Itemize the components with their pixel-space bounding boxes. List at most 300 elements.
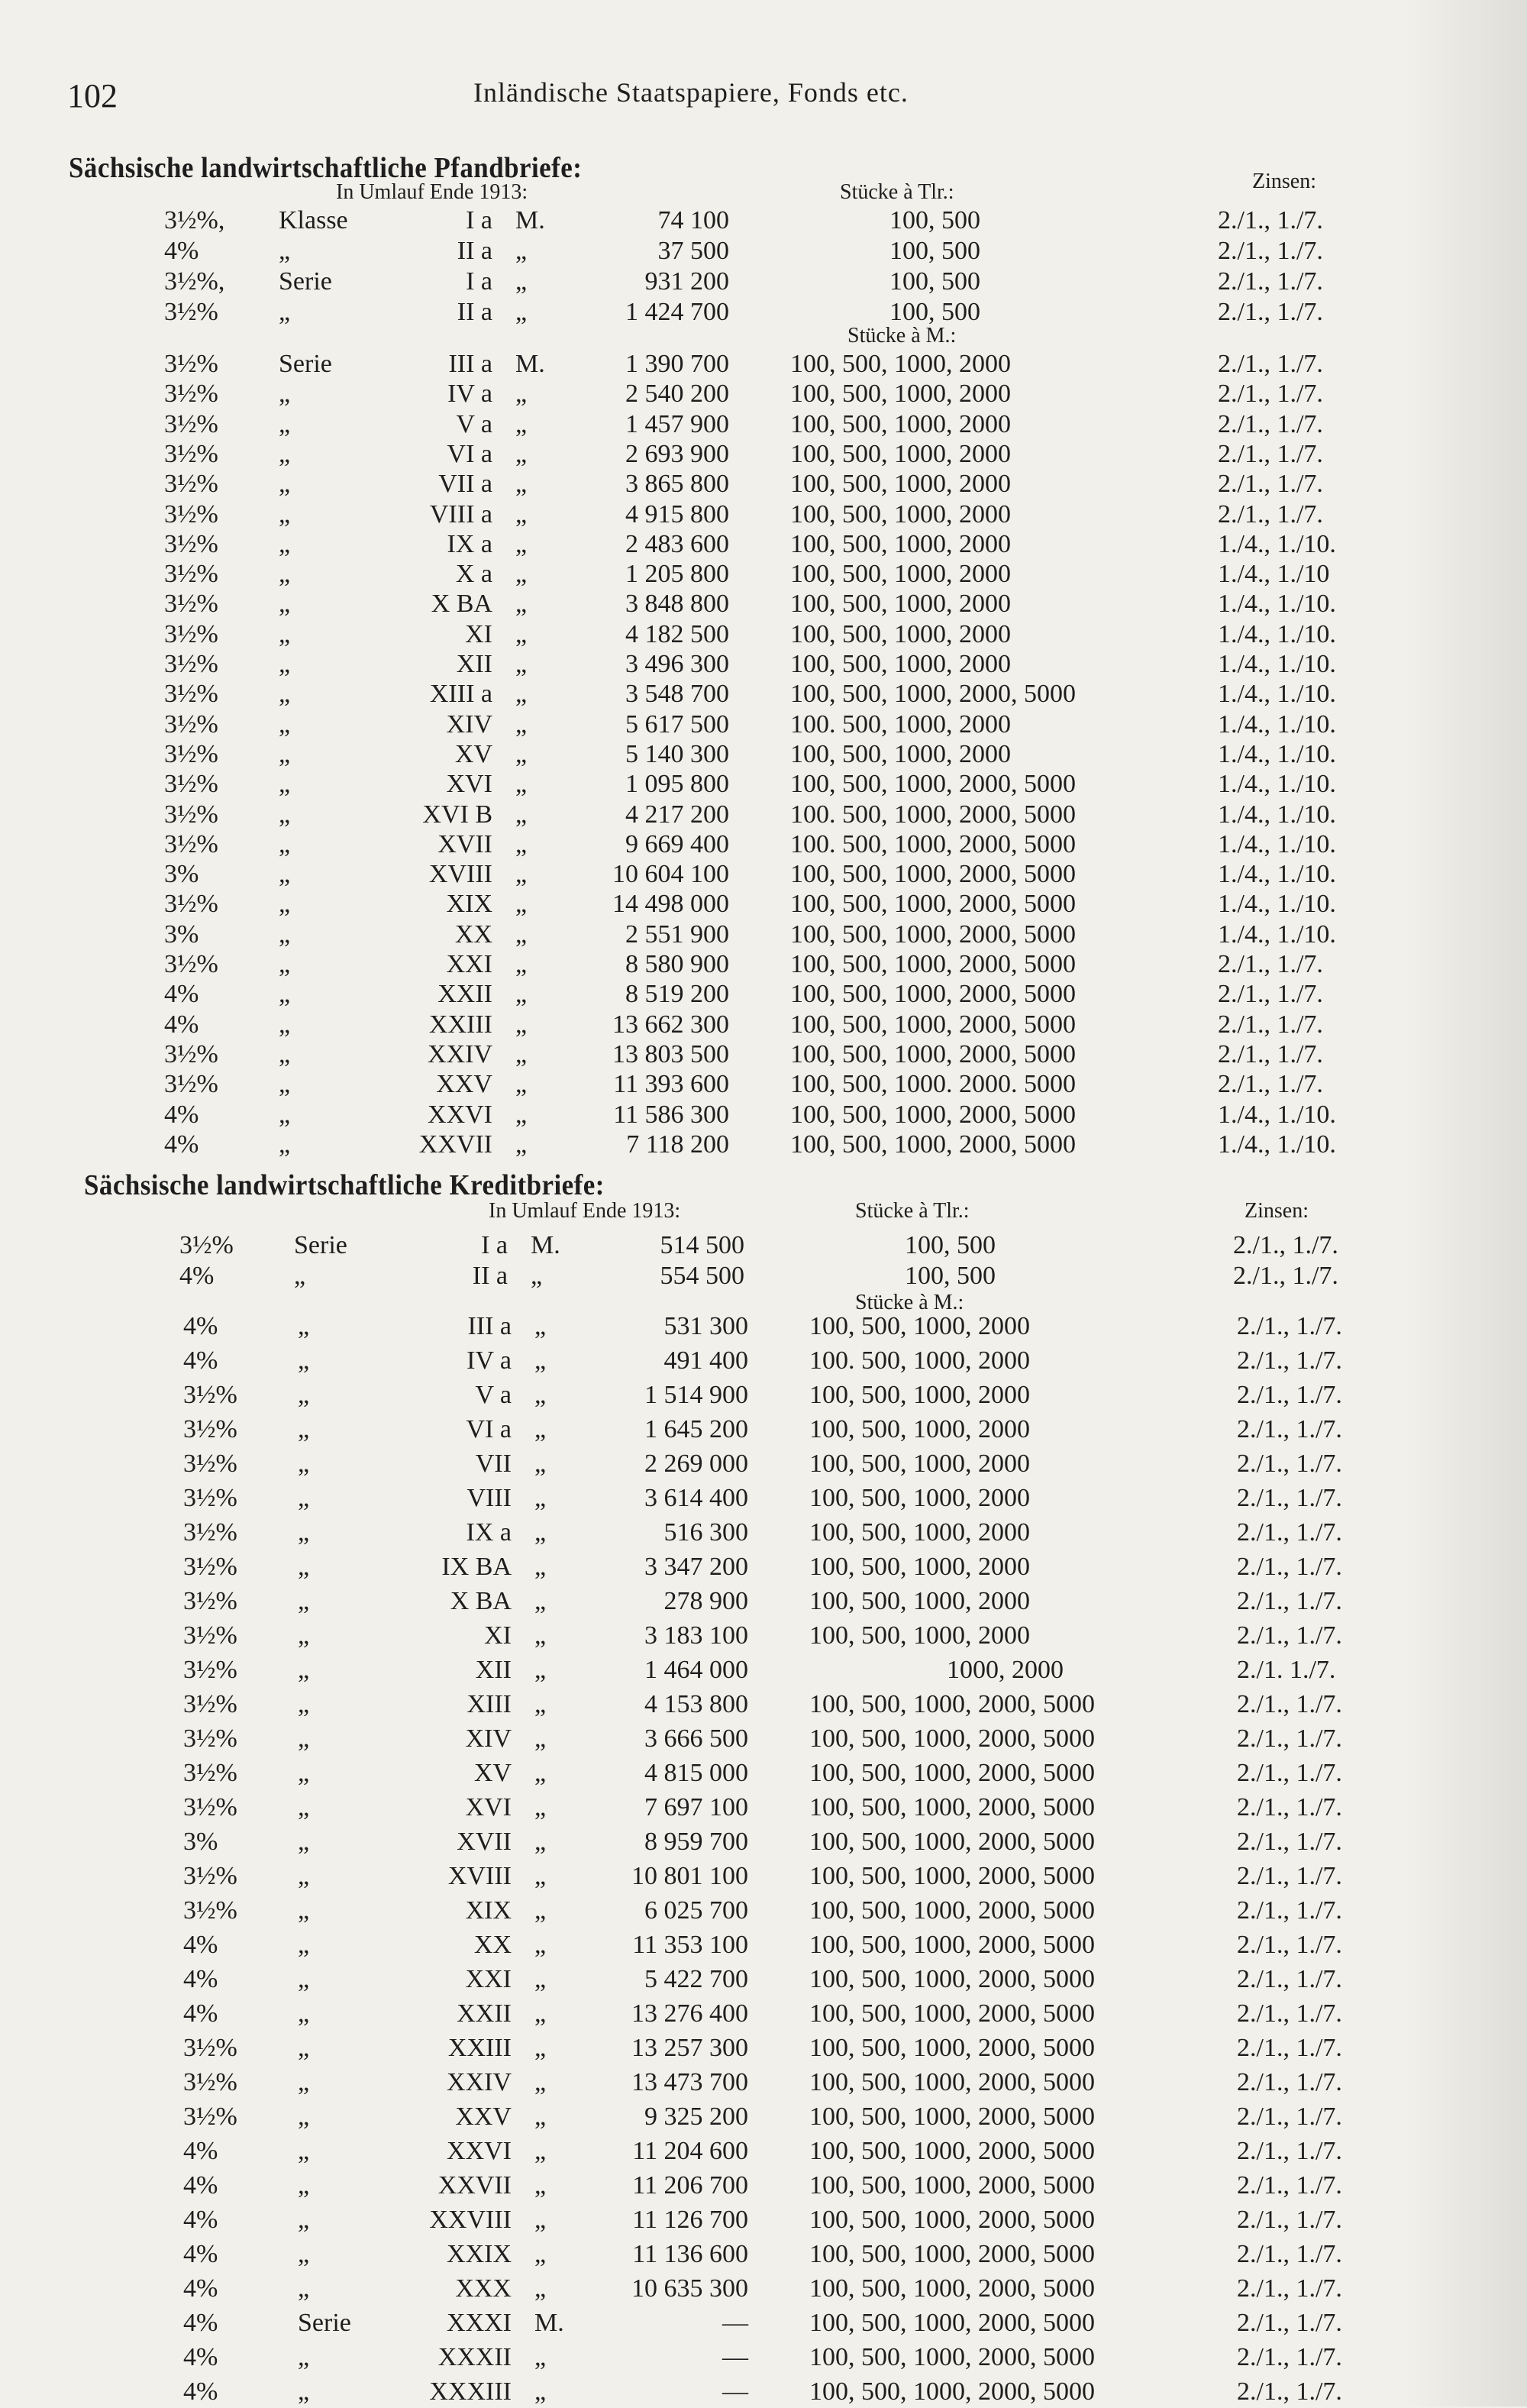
denominations: 100, 500, 1000, 2000 <box>790 409 1011 438</box>
currency-unit: „ <box>534 1965 547 1993</box>
currency-unit: „ <box>534 1656 547 1684</box>
interest-dates: 2./1., 1./7. <box>1237 1896 1342 1925</box>
denominations: 100, 500, 1000, 2000, 5000 <box>809 1828 1095 1856</box>
currency-unit: „ <box>515 590 528 619</box>
table-row <box>183 1450 1527 1480</box>
table-row <box>183 1518 1527 1549</box>
interest-dates: 2./1., 1./7. <box>1237 2343 1342 2371</box>
interest-rate: 4% <box>164 1100 199 1129</box>
issue-type: „ <box>298 1553 310 1581</box>
interest-dates: 1./4., 1./10. <box>1218 590 1336 619</box>
interest-rate: 3½% <box>179 1231 234 1259</box>
denominations: 100, 500, 1000, 2000, 5000 <box>790 950 1076 978</box>
table-row <box>164 860 1527 890</box>
issue-type: „ <box>279 1010 291 1039</box>
denominations: 100, 500, 1000, 2000, 5000 <box>809 2309 1095 2337</box>
interest-dates: 2./1., 1./7. <box>1237 1415 1342 1443</box>
amount-outstanding: 278 900 <box>663 1587 748 1615</box>
amount-outstanding: 10 604 100 <box>612 860 729 889</box>
table-row <box>183 2240 1527 2271</box>
currency-unit: „ <box>515 619 528 648</box>
currency-unit: „ <box>515 739 528 768</box>
interest-dates: 2./1., 1./7. <box>1237 1553 1342 1581</box>
interest-rate: 3½% <box>183 2068 237 2096</box>
denominations: 100, 500, 1000, 2000, 5000 <box>809 1999 1095 2028</box>
series-number: XIV <box>446 709 492 739</box>
series-number: I a <box>466 206 492 234</box>
series-number: XXX <box>455 2274 512 2303</box>
currency-unit: „ <box>534 1793 547 1821</box>
series-number: IX BA <box>441 1553 512 1581</box>
amount-outstanding: 11 136 600 <box>632 2240 748 2268</box>
interest-rate: 4% <box>183 2377 218 2406</box>
denominations: 100, 500, 1000. 2000. 5000 <box>790 1070 1076 1099</box>
currency-unit: „ <box>534 1484 547 1512</box>
amount-outstanding: 1 514 900 <box>644 1381 748 1409</box>
amount-outstanding: 3 865 800 <box>625 470 729 499</box>
currency-unit: „ <box>534 2377 547 2406</box>
interest-dates: 2./1., 1./7. <box>1237 1862 1342 1890</box>
interest-dates: 2./1., 1./7. <box>1218 237 1323 265</box>
denominations: 100, 500 <box>889 206 980 234</box>
interest-rate: 3½% <box>183 1518 237 1547</box>
issue-type: „ <box>298 2171 310 2200</box>
table-row <box>183 1346 1527 1377</box>
table-row <box>183 1587 1527 1618</box>
amount-outstanding: 2 551 900 <box>625 920 729 949</box>
amount-outstanding: 2 540 200 <box>625 380 729 409</box>
issue-type: „ <box>279 499 291 528</box>
currency-unit: „ <box>515 529 528 558</box>
interest-dates: 2./1., 1./7. <box>1218 950 1323 978</box>
interest-dates: 1./4., 1./10. <box>1218 1130 1336 1159</box>
amount-outstanding: 3 496 300 <box>625 650 729 678</box>
amount-outstanding: 4 217 200 <box>625 800 729 829</box>
table-row <box>183 2103 1527 2133</box>
series-number: I a <box>481 1231 508 1259</box>
denominations: 100, 500, 1000, 2000, 5000 <box>809 2377 1095 2406</box>
currency-unit: „ <box>534 1896 547 1925</box>
series-number: XV <box>473 1759 512 1787</box>
currency-unit: „ <box>534 1862 547 1890</box>
series-number: IX a <box>447 529 492 558</box>
interest-rate: 3% <box>183 1828 218 1856</box>
amount-outstanding: — <box>722 2309 748 2337</box>
series-number: XIII a <box>429 680 492 709</box>
denominations: 100, 500, 1000, 2000, 5000 <box>809 1793 1095 1821</box>
interest-rate: 3½% <box>183 1793 237 1821</box>
denominations: 100, 500, 1000, 2000, 5000 <box>809 1931 1095 1959</box>
table-row <box>164 1040 1527 1071</box>
issue-type: „ <box>279 680 291 709</box>
table-row <box>183 1931 1527 1961</box>
series-number: XIX <box>446 890 492 919</box>
table-row <box>183 2034 1527 2064</box>
table-row <box>164 1101 1527 1131</box>
interest-dates: 2./1., 1./7. <box>1237 1450 1342 1478</box>
denominations: 100, 500, 1000, 2000, 5000 <box>790 1100 1076 1129</box>
series-number: VI a <box>466 1415 512 1443</box>
table-row <box>164 440 1527 470</box>
currency-unit: „ <box>534 1828 547 1856</box>
column-header-interest: Zinsen: <box>1252 170 1316 193</box>
table-row <box>183 2068 1527 2099</box>
interest-dates: 1./4., 1./10. <box>1218 709 1336 739</box>
denominations: 100, 500, 1000, 2000, 5000 <box>790 890 1076 919</box>
series-number: XXI <box>446 950 492 978</box>
denominations: 100. 500, 1000, 2000, 5000 <box>790 829 1076 858</box>
denominations: 100, 500, 1000, 2000, 5000 <box>790 770 1076 799</box>
table-row <box>164 530 1527 561</box>
denominations: 100, 500, 1000, 2000 <box>809 1381 1030 1409</box>
currency-unit: „ <box>515 680 528 709</box>
issue-type: Serie <box>279 267 332 296</box>
currency-unit: „ <box>534 1999 547 2028</box>
denominations: 100, 500, 1000, 2000, 5000 <box>809 2103 1095 2131</box>
interest-dates: 2./1., 1./7. <box>1237 2171 1342 2200</box>
currency-unit: „ <box>515 829 528 858</box>
interest-rate: 3½% <box>164 650 218 678</box>
interest-rate: 3½% <box>164 529 218 558</box>
amount-outstanding: 4 915 800 <box>625 499 729 528</box>
denominations: 100, 500, 1000, 2000 <box>790 650 1011 678</box>
currency-unit: „ <box>515 770 528 799</box>
denominations: 100. 500, 1000, 2000 <box>809 1346 1030 1375</box>
currency-unit: „ <box>515 267 528 296</box>
interest-rate: 4% <box>164 980 199 1009</box>
amount-outstanding: 7 118 200 <box>626 1130 729 1159</box>
denominations: 100, 500, 1000, 2000 <box>790 529 1011 558</box>
currency-unit: „ <box>534 2103 547 2131</box>
series-number: XIX <box>465 1896 512 1925</box>
issue-type: „ <box>279 650 291 678</box>
issue-type: „ <box>298 1518 310 1547</box>
interest-dates: 2./1., 1./7. <box>1218 206 1323 234</box>
issue-type: „ <box>279 1130 291 1159</box>
amount-outstanding: 3 614 400 <box>644 1484 748 1512</box>
denominations: 100, 500 <box>905 1231 996 1259</box>
interest-rate: 3½% <box>164 739 218 768</box>
interest-dates: 1./4., 1./10. <box>1218 650 1336 678</box>
currency-unit: „ <box>534 2240 547 2268</box>
currency-unit: „ <box>534 1621 547 1650</box>
denominations: 100, 500, 1000, 2000, 5000 <box>809 2343 1095 2371</box>
series-number: XXII <box>457 1999 512 2028</box>
issue-type: „ <box>279 980 291 1009</box>
series-number: III a <box>467 1312 512 1340</box>
amount-outstanding: 11 204 600 <box>632 2137 748 2165</box>
interest-rate: 4% <box>183 2171 218 2200</box>
table-row <box>183 2206 1527 2236</box>
interest-rate: 3½% <box>183 1690 237 1718</box>
series-number: XX <box>454 920 492 949</box>
interest-rate: 3½% <box>183 1484 237 1512</box>
interest-dates: 2./1., 1./7. <box>1218 1010 1323 1039</box>
issue-type: „ <box>298 1415 310 1443</box>
interest-dates: 2./1., 1./7. <box>1218 439 1323 468</box>
amount-outstanding: 1 205 800 <box>625 560 729 589</box>
series-number: IX a <box>466 1518 512 1547</box>
denominations: 100, 500, 1000, 2000 <box>790 439 1011 468</box>
table-row <box>164 1070 1527 1101</box>
interest-dates: 1./4., 1./10. <box>1218 890 1336 919</box>
issue-type: „ <box>279 298 291 326</box>
currency-unit: „ <box>534 1759 547 1787</box>
table-row <box>183 1484 1527 1514</box>
series-number: VII <box>475 1450 512 1478</box>
amount-outstanding: 4 153 800 <box>644 1690 748 1718</box>
interest-rate: 3½% <box>164 680 218 709</box>
denominations: 100, 500, 1000, 2000 <box>809 1484 1030 1512</box>
interest-dates: 2./1., 1./7. <box>1233 1262 1338 1290</box>
issue-type: „ <box>279 237 291 265</box>
table-row <box>164 770 1527 800</box>
interest-dates: 2./1., 1./7. <box>1237 1793 1342 1821</box>
table-row <box>183 2377 1527 2408</box>
interest-rate: 3½% <box>164 560 218 589</box>
series-number: XXVI <box>428 1100 492 1129</box>
interest-dates: 2./1., 1./7. <box>1237 1965 1342 1993</box>
issue-type: „ <box>279 380 291 409</box>
interest-dates: 1./4., 1./10. <box>1218 770 1336 799</box>
denominations: 100, 500, 1000, 2000, 5000 <box>790 860 1076 889</box>
currency-unit: „ <box>534 2137 547 2165</box>
denominations: 100. 500, 1000, 2000, 5000 <box>790 800 1076 829</box>
series-number: II a <box>457 298 492 326</box>
amount-outstanding: 11 353 100 <box>632 1931 748 1959</box>
denominations: 100, 500, 1000, 2000, 5000 <box>790 920 1076 949</box>
interest-rate: 4% <box>183 2137 218 2165</box>
interest-dates: 2./1., 1./7. <box>1237 2137 1342 2165</box>
amount-outstanding: — <box>722 2377 748 2406</box>
amount-outstanding: 3 848 800 <box>625 590 729 619</box>
interest-rate: 3½% <box>183 1381 237 1409</box>
table-row <box>164 560 1527 590</box>
series-number: XXIX <box>447 2240 512 2268</box>
denominations: 100, 500, 1000, 2000 <box>809 1450 1030 1478</box>
interest-rate: 3½% <box>164 619 218 648</box>
table-row <box>183 1690 1527 1721</box>
series-number: II a <box>457 237 492 265</box>
amount-outstanding: 1 095 800 <box>625 770 729 799</box>
series-number: V a <box>475 1381 512 1409</box>
interest-dates: 2./1., 1./7. <box>1237 1828 1342 1856</box>
denominations: 1000, 2000 <box>947 1656 1064 1684</box>
table-row <box>183 1896 1527 1927</box>
column-header-circulation: In Umlauf Ende 1913: <box>336 180 528 204</box>
series-number: XXI <box>465 1965 512 1993</box>
currency-unit: „ <box>515 439 528 468</box>
series-number: XII <box>475 1656 512 1684</box>
series-number: XV <box>454 739 492 768</box>
amount-outstanding: 9 325 200 <box>644 2103 748 2131</box>
interest-dates: 2./1., 1./7. <box>1237 1346 1342 1375</box>
table-row <box>164 206 1527 237</box>
interest-dates: 2./1., 1./7. <box>1237 1621 1342 1650</box>
currency-unit: „ <box>515 298 528 326</box>
table-row <box>164 1130 1527 1161</box>
interest-rate: 3½%, <box>164 206 225 234</box>
issue-type: „ <box>279 860 291 889</box>
interest-dates: 1./4., 1./10 <box>1218 560 1330 589</box>
interest-rate: 3½% <box>183 1415 237 1443</box>
interest-dates: 2./1., 1./7. <box>1218 499 1323 528</box>
issue-type: „ <box>279 560 291 589</box>
interest-dates: 2./1., 1./7. <box>1237 2377 1342 2406</box>
series-number: XXIV <box>428 1039 492 1068</box>
currency-unit: „ <box>515 470 528 499</box>
issue-type: „ <box>298 2068 310 2096</box>
denominations: 100, 500, 1000, 2000, 5000 <box>809 2068 1095 2096</box>
denominations: 100, 500, 1000, 2000, 5000 <box>809 1759 1095 1787</box>
denominations: 100, 500, 1000, 2000, 5000 <box>809 2171 1095 2200</box>
table-row <box>164 680 1527 710</box>
table-row <box>183 1381 1527 1411</box>
interest-rate: 3½% <box>164 499 218 528</box>
denominations: 100, 500 <box>889 298 980 326</box>
interest-dates: 2./1., 1./7. <box>1237 2034 1342 2062</box>
interest-dates: 2./1., 1./7. <box>1218 267 1323 296</box>
denominations: 100, 500, 1000, 2000, 5000 <box>790 980 1076 1009</box>
interest-dates: 1./4., 1./10. <box>1218 529 1336 558</box>
interest-rate: 3½% <box>183 1553 237 1581</box>
currency-unit: „ <box>534 2343 547 2371</box>
table-row <box>183 1999 1527 2030</box>
interest-dates: 2./1., 1./7. <box>1237 1759 1342 1787</box>
issue-type: Serie <box>294 1231 347 1259</box>
series-number: XVII <box>457 1828 512 1856</box>
interest-dates: 1./4., 1./10. <box>1218 920 1336 949</box>
issue-type: „ <box>298 1828 310 1856</box>
series-number: XXVI <box>447 2137 512 2165</box>
issue-type: „ <box>298 2103 310 2131</box>
issue-type: „ <box>298 1999 310 2028</box>
denominations: 100, 500, 1000, 2000, 5000 <box>809 2034 1095 2062</box>
series-number: VIII a <box>429 499 492 528</box>
series-number: XVII <box>437 829 492 858</box>
page-number: 102 <box>67 77 118 115</box>
series-number: X a <box>455 560 492 589</box>
amount-outstanding: 11 126 700 <box>632 2206 748 2234</box>
table-row <box>164 380 1527 410</box>
amount-outstanding: 514 500 <box>660 1231 744 1259</box>
interest-rate: 4% <box>183 1931 218 1959</box>
denominations: 100, 500, 1000, 2000, 5000 <box>809 1965 1095 1993</box>
issue-type: „ <box>298 1724 310 1753</box>
amount-outstanding: 531 300 <box>663 1312 748 1340</box>
issue-type: „ <box>298 1312 310 1340</box>
denominations: 100, 500, 1000, 2000 <box>809 1621 1030 1650</box>
amount-outstanding: 8 580 900 <box>625 950 729 978</box>
currency-unit: „ <box>515 237 528 265</box>
amount-outstanding: 5 140 300 <box>625 739 729 768</box>
interest-rate: 3½% <box>164 950 218 978</box>
issue-type: „ <box>298 1381 310 1409</box>
interest-rate: 3½% <box>164 470 218 499</box>
interest-rate: 3½% <box>183 2034 237 2062</box>
table-row <box>164 650 1527 680</box>
table-row <box>183 2274 1527 2305</box>
table-row <box>183 1621 1527 1652</box>
amount-outstanding: 11 393 600 <box>613 1070 729 1099</box>
issue-type: „ <box>298 1690 310 1718</box>
currency-unit: „ <box>515 800 528 829</box>
table-row <box>183 1828 1527 1858</box>
interest-rate: 4% <box>183 2343 218 2371</box>
currency-unit: „ <box>515 1039 528 1068</box>
issue-type: „ <box>279 800 291 829</box>
amount-outstanding: 37 500 <box>657 237 729 265</box>
interest-dates: 2./1., 1./7. <box>1218 380 1323 409</box>
table-row <box>164 830 1527 861</box>
issue-type: „ <box>298 1656 310 1684</box>
amount-outstanding: 13 276 400 <box>631 1999 748 2028</box>
amount-outstanding: 6 025 700 <box>644 1896 748 1925</box>
series-number: XX <box>473 1931 512 1959</box>
currency-unit: „ <box>534 1587 547 1615</box>
interest-dates: 2./1., 1./7. <box>1237 2309 1342 2337</box>
interest-dates: 1./4., 1./10. <box>1218 800 1336 829</box>
amount-outstanding: 1 457 900 <box>625 409 729 438</box>
currency-unit: „ <box>515 499 528 528</box>
series-number: XVI <box>465 1793 512 1821</box>
issue-type: „ <box>298 1346 310 1375</box>
series-number: XI <box>465 619 492 648</box>
issue-type: „ <box>279 770 291 799</box>
interest-rate: 3½% <box>183 1896 237 1925</box>
currency-unit: M. <box>531 1231 560 1259</box>
interest-dates: 2./1., 1./7. <box>1237 1484 1342 1512</box>
amount-outstanding: 8 959 700 <box>644 1828 748 1856</box>
interest-dates: 2./1., 1./7. <box>1237 2206 1342 2234</box>
amount-outstanding: 13 803 500 <box>612 1039 729 1068</box>
column-header-pieces-m: Stücke à M.: <box>855 1291 964 1314</box>
series-number: XXVII <box>437 2171 512 2200</box>
denominations: 100, 500, 1000, 2000, 5000 <box>790 1039 1076 1068</box>
interest-rate: 3½% <box>164 800 218 829</box>
interest-rate: 3½% <box>164 590 218 619</box>
issue-type: „ <box>298 1621 310 1650</box>
table-row <box>183 1553 1527 1583</box>
interest-rate: 3½% <box>164 890 218 919</box>
table-row <box>164 350 1527 380</box>
column-header-pieces-m: Stücke à M.: <box>847 324 957 347</box>
currency-unit: „ <box>515 1100 528 1129</box>
currency-unit: „ <box>515 380 528 409</box>
issue-type: „ <box>279 409 291 438</box>
interest-dates: 2./1., 1./7. <box>1237 2274 1342 2303</box>
interest-rate: 3½% <box>164 709 218 739</box>
amount-outstanding: 1 464 000 <box>644 1656 748 1684</box>
issue-type: „ <box>298 2240 310 2268</box>
table-row <box>164 740 1527 771</box>
interest-rate: 3% <box>164 920 199 949</box>
series-number: XXVII <box>418 1130 492 1159</box>
series-number: XII <box>456 650 492 678</box>
interest-dates: 2./1., 1./7. <box>1218 470 1323 499</box>
interest-dates: 2./1., 1./7. <box>1237 1312 1342 1340</box>
currency-unit: „ <box>515 650 528 678</box>
issue-type: „ <box>298 2274 310 2303</box>
amount-outstanding: 1 645 200 <box>644 1415 748 1443</box>
table-row <box>183 1965 1527 1996</box>
amount-outstanding: 74 100 <box>657 206 729 234</box>
amount-outstanding: 3 666 500 <box>644 1724 748 1753</box>
interest-rate: 4% <box>164 1010 199 1039</box>
interest-dates: 2./1., 1./7. <box>1237 1381 1342 1409</box>
interest-rate: 4% <box>183 1346 218 1375</box>
currency-unit: „ <box>515 1130 528 1159</box>
